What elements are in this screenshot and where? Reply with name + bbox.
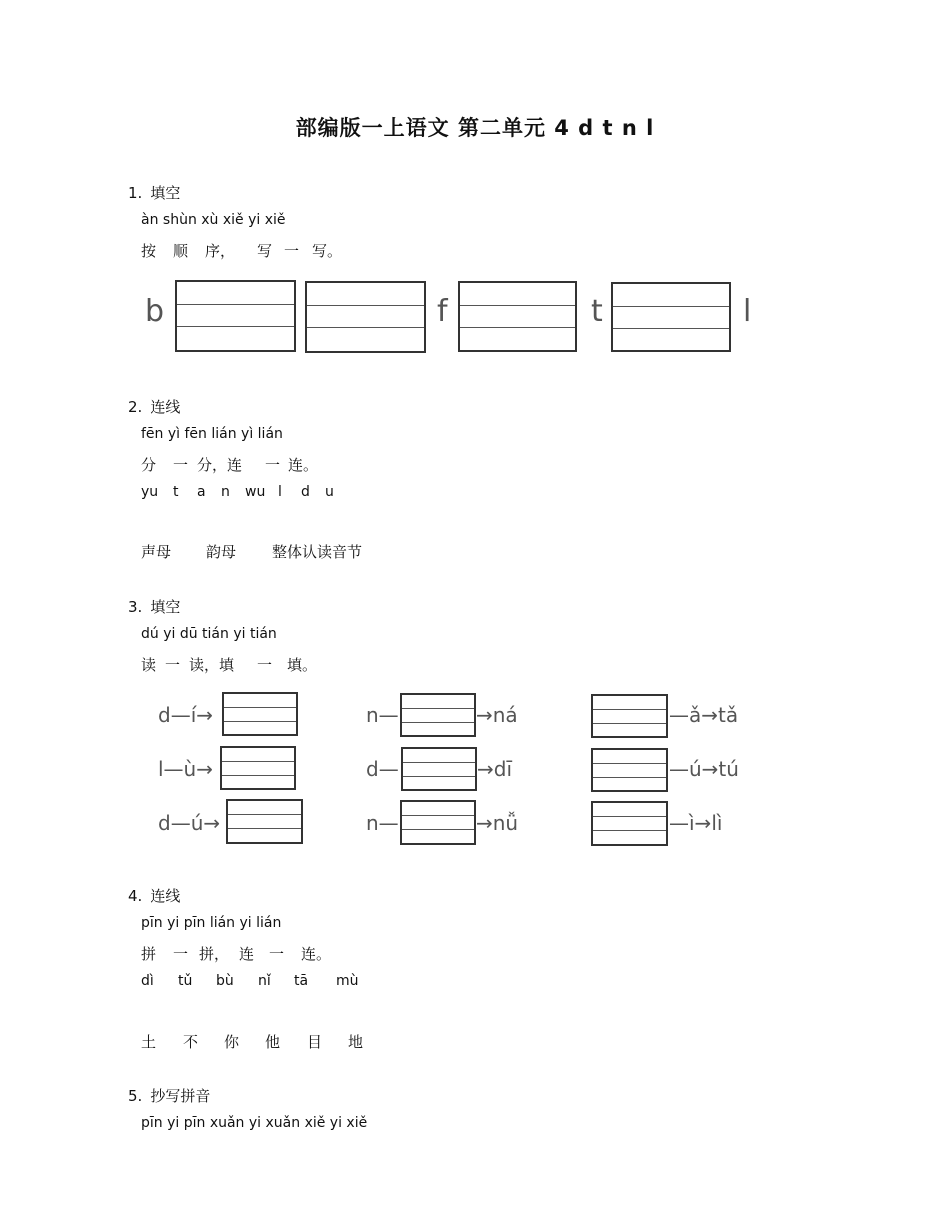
fill-syllable-figure xyxy=(148,688,768,853)
formula-mid-right: →dī xyxy=(477,757,513,781)
formula-right: —ì→lì xyxy=(669,811,723,835)
answer-grid[interactable] xyxy=(400,693,476,737)
syllable-item[interactable]: dì xyxy=(141,973,154,989)
letter-f: f xyxy=(437,294,448,329)
character-item[interactable]: 你 xyxy=(224,1033,240,1051)
section-3-heading xyxy=(128,596,180,617)
pinyin-item[interactable]: a xyxy=(197,484,206,500)
section-2-categories xyxy=(141,541,362,562)
category-label[interactable]: 韵母 xyxy=(206,543,237,561)
answer-grid[interactable] xyxy=(226,799,303,844)
pinyin-item[interactable]: t xyxy=(173,484,179,500)
hanzi-char: 连。 xyxy=(288,456,319,474)
hanzi-char: 读 xyxy=(141,656,157,674)
section-5-pinyin: pīn yi pīn xuǎn yi xuǎn xiě yi xiě xyxy=(141,1115,368,1131)
page-title: 部编版一上语文 第二单元 4 d t n l xyxy=(295,116,655,140)
answer-grid[interactable] xyxy=(591,694,668,738)
section-title: 填空 xyxy=(150,598,181,616)
section-2-heading xyxy=(128,396,180,417)
hanzi-char: 连 xyxy=(239,945,255,963)
section-title: 连线 xyxy=(150,398,181,416)
section-4-syllables xyxy=(141,973,359,989)
section-title: 抄写拼音 xyxy=(150,1087,211,1105)
section-3-pinyin: dú yi dū tián yi tián xyxy=(141,626,277,642)
syllable-item[interactable]: mù xyxy=(336,973,359,989)
hanzi-char: 分 xyxy=(141,456,157,474)
section-1-hanzi xyxy=(141,240,342,261)
character-item[interactable]: 他 xyxy=(265,1033,281,1051)
hanzi-char: 写。 xyxy=(312,242,343,260)
formula-mid-left: d— xyxy=(366,757,399,781)
section-number: 2. xyxy=(128,398,143,416)
formula-right: —ú→tú xyxy=(669,757,739,781)
category-label[interactable]: 声母 xyxy=(141,543,172,561)
pinyin-item[interactable]: u xyxy=(325,484,334,500)
hanzi-char: 序， xyxy=(205,242,236,260)
order-letters-figure xyxy=(143,276,763,356)
hanzi-char: 写 xyxy=(257,242,273,260)
character-item[interactable]: 不 xyxy=(183,1033,199,1051)
hanzi-char: 顺 xyxy=(173,242,189,260)
letter-l: l xyxy=(743,294,752,329)
formula-mid-right: →ná xyxy=(476,703,518,727)
hanzi-char: 一 xyxy=(265,456,281,474)
pinyin-item[interactable]: n xyxy=(221,484,230,500)
writing-grid[interactable] xyxy=(611,282,731,352)
category-label[interactable]: 整体认读音节 xyxy=(272,543,363,561)
hanzi-char: 按 xyxy=(141,242,157,260)
section-5-heading xyxy=(128,1085,210,1106)
writing-grid[interactable] xyxy=(175,280,296,352)
writing-grid[interactable] xyxy=(305,281,426,353)
answer-grid[interactable] xyxy=(591,801,668,846)
hanzi-char: 拼， xyxy=(199,945,230,963)
letter-b: b xyxy=(145,294,165,329)
formula-mid-right: →nǚ xyxy=(476,811,519,835)
section-1-pinyin: àn shùn xù xiě yi xiě xyxy=(141,212,286,228)
pinyin-item[interactable]: d xyxy=(301,484,310,500)
pinyin-item[interactable]: l xyxy=(278,484,282,500)
answer-grid[interactable] xyxy=(400,800,476,845)
answer-grid[interactable] xyxy=(591,748,668,792)
section-2-pinyin: fēn yì fēn lián yì lián xyxy=(141,426,283,442)
section-4-pinyin: pīn yi pīn lián yi lián xyxy=(141,915,282,931)
hanzi-char: 一 xyxy=(269,945,285,963)
hanzi-char: 读，填 xyxy=(189,656,235,674)
syllable-item[interactable]: tǔ xyxy=(178,973,193,989)
section-number: 3. xyxy=(128,598,143,616)
hanzi-char: 分，连 xyxy=(197,456,243,474)
section-2-items xyxy=(141,484,334,500)
section-number: 1. xyxy=(128,184,143,202)
hanzi-char: 一 xyxy=(284,242,300,260)
section-1-heading xyxy=(128,182,180,203)
answer-grid[interactable] xyxy=(222,692,298,736)
answer-grid[interactable] xyxy=(220,746,296,790)
hanzi-char: 拼 xyxy=(141,945,157,963)
formula-left: d—í→ xyxy=(158,703,214,727)
pinyin-item[interactable]: wu xyxy=(245,484,266,500)
hanzi-char: 一 xyxy=(173,945,189,963)
hanzi-char: 一 xyxy=(165,656,181,674)
formula-left: l—ù→ xyxy=(158,757,213,781)
section-4-characters xyxy=(141,1031,363,1052)
section-number: 5. xyxy=(128,1087,143,1105)
formula-left: d—ú→ xyxy=(158,811,221,835)
syllable-item[interactable]: nǐ xyxy=(258,973,271,989)
formula-right: —ǎ→tǎ xyxy=(669,703,739,727)
syllable-item[interactable]: bù xyxy=(216,973,234,989)
character-item[interactable]: 地 xyxy=(348,1033,364,1051)
section-3-hanzi xyxy=(141,654,317,675)
section-2-hanzi xyxy=(141,454,318,475)
hanzi-char: 填。 xyxy=(287,656,318,674)
formula-mid-left: n— xyxy=(366,811,399,835)
section-4-heading xyxy=(128,885,180,906)
writing-grid[interactable] xyxy=(458,281,577,352)
syllable-item[interactable]: tā xyxy=(294,973,309,989)
hanzi-char: 一 xyxy=(173,456,189,474)
section-4-hanzi xyxy=(141,943,331,964)
section-title: 连线 xyxy=(150,887,181,905)
answer-grid[interactable] xyxy=(401,747,477,791)
letter-t: t xyxy=(591,294,603,329)
section-number: 4. xyxy=(128,887,143,905)
section-title: 填空 xyxy=(150,184,181,202)
character-item[interactable]: 土 xyxy=(141,1033,157,1051)
pinyin-item[interactable]: yu xyxy=(141,484,159,500)
hanzi-char: 一 xyxy=(257,656,273,674)
hanzi-char: 连。 xyxy=(301,945,332,963)
formula-mid-left: n— xyxy=(366,703,399,727)
character-item[interactable]: 目 xyxy=(307,1033,323,1051)
